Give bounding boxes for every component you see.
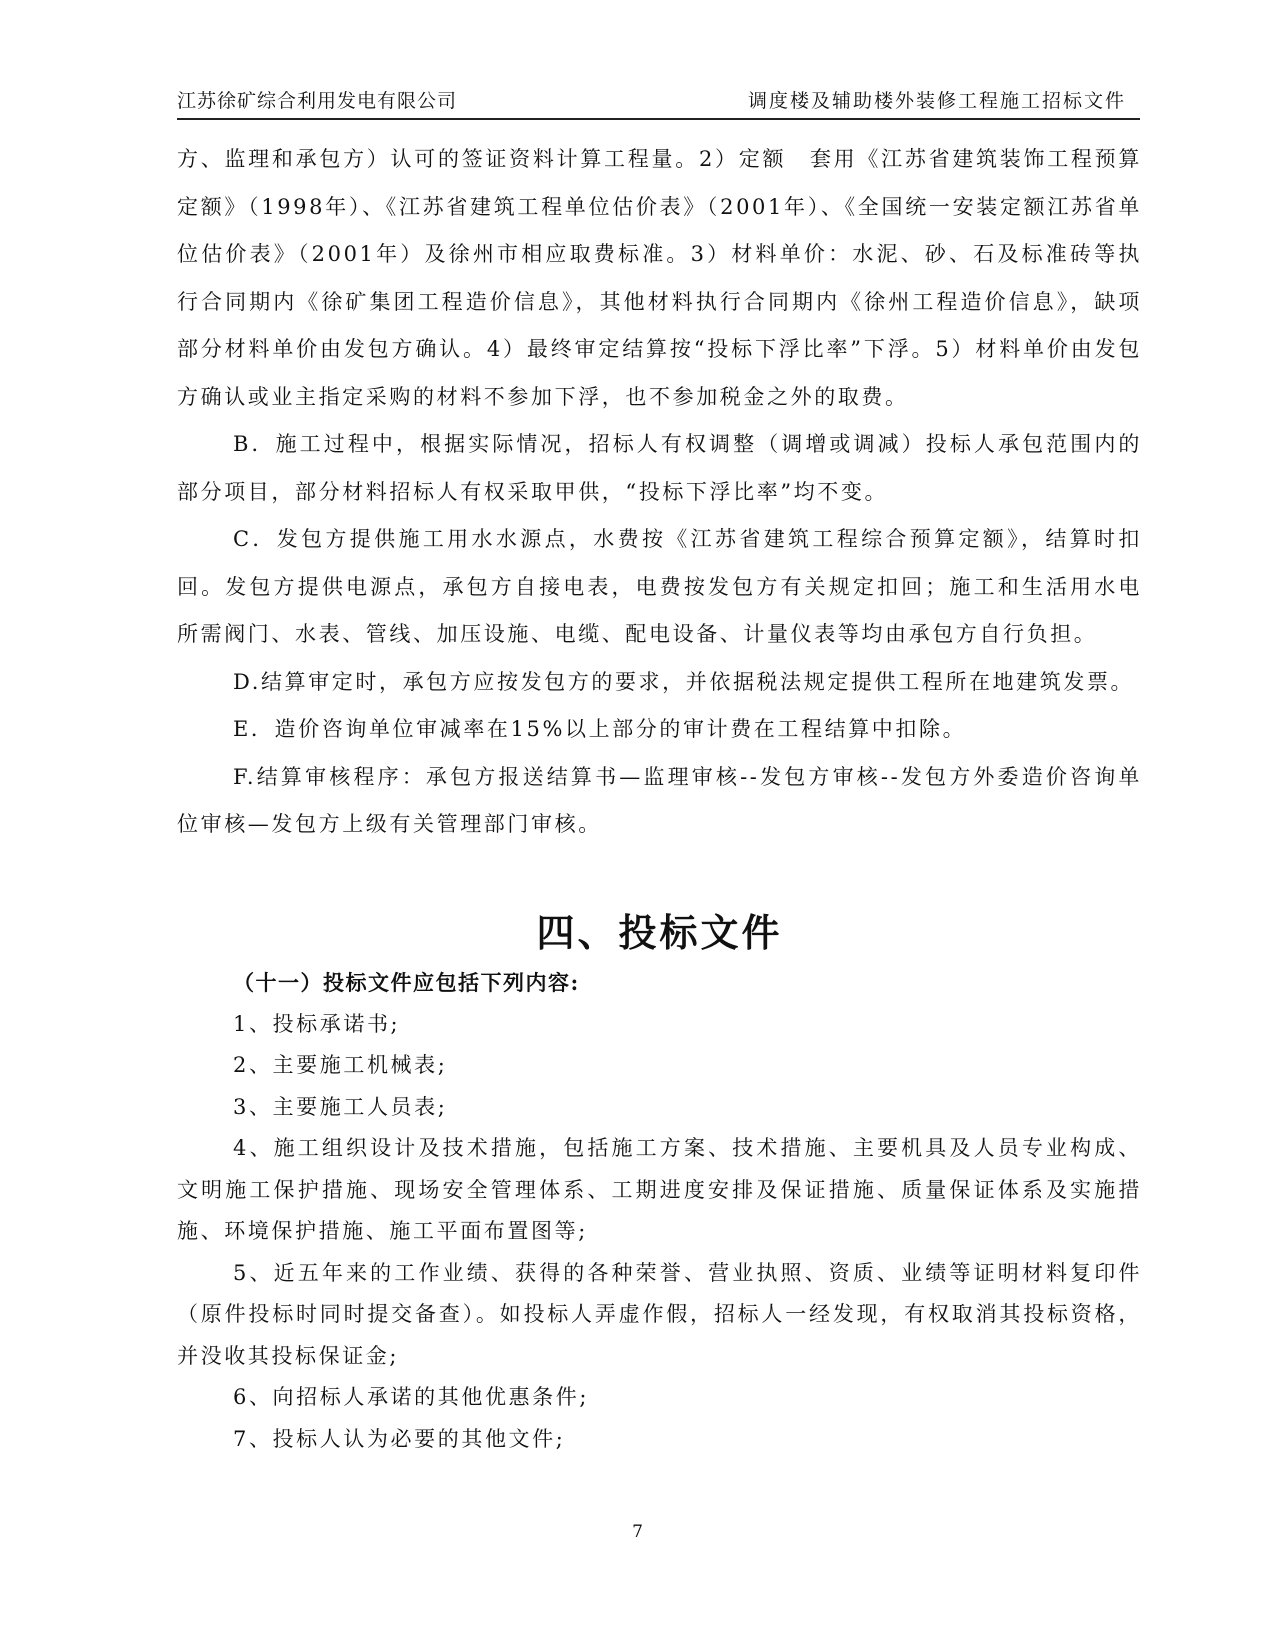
paragraph-c-water-electricity: C．发包方提供施工用水水源点，水费按《江苏省建筑工程综合预算定额》，结算时扣回。发包方提供电源点，承包方自接电表，电费按发包方有关规定扣回；施工和生活用水电所需阀门、水表、管线、加压设施、电缆、配电设备、计量仪表等均由承包方自行负担。 (177, 527, 1142, 646)
paragraph-b-scope-adjustment: B．施工过程中，根据实际情况，招标人有权调整（调增或调减）投标人承包范围内的部分项目，部分材料招标人有权采取甲供，“投标下浮比率”均不变。 (177, 432, 1142, 504)
list-item: 3、主要施工人员表; (233, 1094, 448, 1119)
paragraph-d-settlement-invoice: D.结算审定时，承包方应按发包方的要求，并依据税法规定提供工程所在地建筑发票。 (233, 669, 1135, 694)
paragraph-pricing-rules: 方、监理和承包方）认可的签证资料计算工程量。2）定额 套用《江苏省建筑装饰工程预算定额》（1998年）、《江苏省建筑工程单位估价表》（2001年）、《全国统一安装定额江苏省单位估价表》（2001年）及徐州市相应取费标准。3）材料单价：水泥、砂、石及标准砖等执行合同期内《徐矿集团工程造价信息》，其他材料执行合同期内《徐州工程造价信息》，缺项部分材料单价由发包方确认。4）最终审定结算按“投标下浮比率”下浮。5）材料单价由发包方确认或业主指定采购的材料不参加下浮，也不参加税金之外的取费。 (177, 147, 1142, 409)
body-text (177, 136, 1142, 849)
paragraph-f-audit-procedure: F.结算审核程序：承包方报送结算书—监理审核--发包方审核--发包方外委造价咨询单位审核—发包方上级有关管理部门审核。 (177, 764, 1142, 836)
header-document-title: 调度楼及辅助楼外装修工程施工招标文件 (747, 90, 1126, 112)
list-item: 4、施工组织设计及技术措施，包括施工方案、技术措施、主要机具及人员专业构成、文明施工保护措施、现场安全管理体系、工期进度安排及保证措施、质量保证体系及实施措施、环境保护措施、施工平面布置图等; (177, 1136, 1142, 1243)
paragraph-e-audit-fee: E．造价咨询单位审减率在15%以上部分的审计费在工程结算中扣除。 (233, 717, 967, 741)
list-item: 1、投标承诺书; (233, 1011, 401, 1036)
list-item: 7、投标人认为必要的其他文件; (233, 1426, 566, 1451)
section-subheading: （十一）投标文件应包括下列内容: (233, 970, 580, 995)
page-header (177, 88, 1140, 120)
header-company-name: 江苏徐矿综合利用发电有限公司 (177, 90, 458, 112)
bid-document-contents (177, 962, 1142, 1460)
list-item: 5、近五年来的工作业绩、获得的各种荣誉、营业执照、资质、业绩等证明材料复印件（原件投标时同时提交备查）。如投标人弄虚作假，招标人一经发现，有权取消其投标资格，并没收其投标保证金; (177, 1260, 1142, 1368)
list-item: 6、向招标人承诺的其他优惠条件; (233, 1385, 590, 1409)
section-title: 四、投标文件 (536, 910, 783, 955)
list-item: 2、主要施工机械表; (233, 1053, 448, 1077)
page-number: 7 (632, 1522, 643, 1542)
